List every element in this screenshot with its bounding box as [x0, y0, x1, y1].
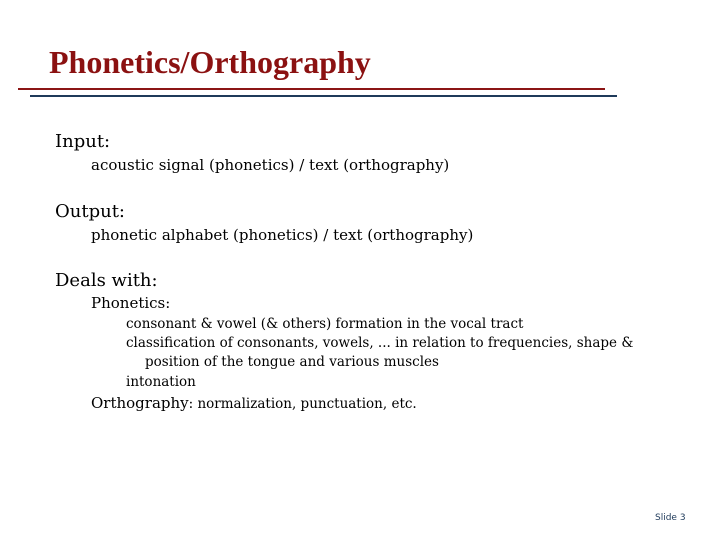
list-item: classification of consonants, vowels, ... in relation to frequencies, shape & [126, 335, 634, 351]
input-heading: Input: [55, 131, 111, 152]
input-text: acoustic signal (phonetics) / text (orthography) [91, 156, 450, 174]
output-text: phonetic alphabet (phonetics) / text (orthography) [91, 226, 474, 244]
orthography-text: : normalization, punctuation, etc. [188, 396, 417, 412]
slide-number: Slide 3 [655, 513, 686, 523]
list-item: consonant & vowel (& others) formation in the vocal tract [126, 316, 524, 332]
orthography-label: Orthography [91, 394, 189, 412]
list-item: intonation [126, 374, 196, 390]
phonetics-label: Phonetics: [91, 294, 171, 312]
deals-heading: Deals with: [55, 270, 158, 291]
slide-title: Phonetics/Orthography [49, 44, 371, 80]
title-divider-red [18, 88, 605, 90]
output-heading: Output: [55, 201, 125, 222]
title-divider-blue [30, 95, 617, 97]
list-item-continuation: position of the tongue and various muscles [145, 354, 439, 370]
orthography-line [91, 394, 417, 412]
